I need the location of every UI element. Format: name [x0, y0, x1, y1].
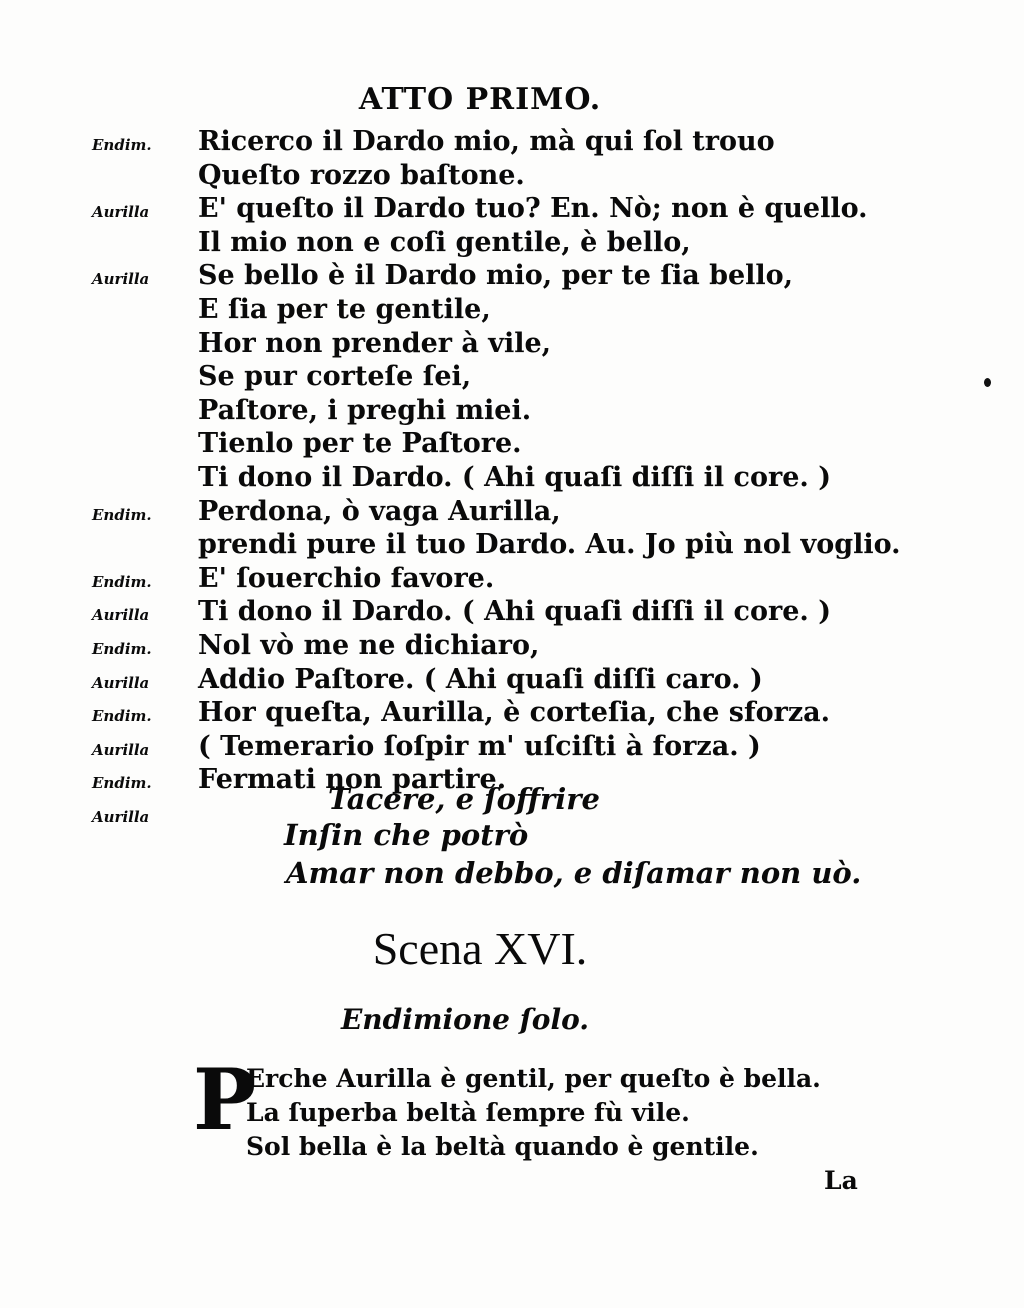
dialogue-line [0, 361, 960, 395]
aria-line: Amar non debbo, e diſamar non uò. [286, 856, 862, 890]
dialogue-line [0, 227, 960, 261]
scene-title: Scena XVI. [372, 923, 588, 974]
verse-text: Fermati non partire. [198, 764, 507, 796]
verse-text: E ſia per te gentile, [198, 294, 491, 325]
ink-speck [984, 378, 991, 387]
dialogue-line [0, 395, 960, 429]
dialogue-line [0, 328, 960, 362]
speaker-label: Endim. [92, 774, 152, 793]
monologue-line: Sol bella è la beltà quando è gentile. [246, 1132, 759, 1161]
verse-text: E' ſouerchio favore. [198, 562, 495, 594]
catchword: La [824, 1166, 858, 1195]
dialogue-line [0, 260, 960, 294]
monologue-line: La ſuperba beltà ſempre fù vile. [246, 1098, 690, 1127]
verse-text: Se bello è il Dardo mio, per te ſia bello, [198, 260, 794, 292]
speaker-label: Endim. [92, 707, 152, 726]
speaker-label: Aurilla [92, 606, 150, 625]
verse-text: Hor queſta, Aurilla, è corteſia, che sforza. [198, 697, 831, 729]
dialogue-line [0, 529, 960, 563]
verse-text: Tienlo per te Paſtore. [198, 428, 522, 460]
aria-line: Inſin che potrò [284, 818, 529, 852]
verse-text: Ti dono il Dardo. ( Ahi quaſi diſſi il core. ) [198, 596, 831, 628]
dialogue-line [0, 596, 960, 630]
speaker-label: Aurilla [92, 808, 150, 826]
verse-text: Ricerco il Dardo mio, mà qui ſol trouo [198, 126, 775, 157]
speaker-label: Aurilla [92, 673, 150, 692]
verse-text: prendi pure il tuo Dardo. Au. Jo più nol voglio. [198, 529, 901, 561]
verse-text: ( Temerario ſoſpir m' uſciſti à forza. ) [198, 730, 761, 762]
aria-line: Tacere, e ſoffrire [328, 782, 601, 816]
verse-text: Nol vò me ne dichiaro, [198, 630, 540, 661]
verse-text: Addio Paſtore. ( Ahi quaſi diſſi caro. ) [198, 663, 763, 695]
speaker-label: Endim. [92, 640, 152, 658]
verse-text: Hor non prender à vile, [198, 327, 552, 359]
dialogue-line [0, 126, 960, 160]
monologue-line: Erche Aurilla è gentil, per queſto è bella. [246, 1064, 821, 1093]
verse-text: Se pur corteſe ſei, [198, 361, 472, 393]
dialogue-line [0, 697, 960, 731]
verse-text: Paſtore, i preghi miei. [198, 394, 532, 426]
speaker-label: Endim. [92, 505, 152, 524]
verse-text: Il mio non e coſi gentile, è bello, [198, 226, 691, 258]
speaker-label: Endim. [92, 572, 152, 591]
dialogue-line [0, 664, 960, 698]
verse-text: Perdona, ò vaga Aurilla, [198, 495, 561, 527]
dialogue-line [0, 563, 960, 597]
dialogue-line [0, 294, 960, 328]
scene-subtitle: Endimione ſolo. [340, 1003, 590, 1036]
dialogue-line [0, 428, 960, 462]
verse-text: Ti dono il Dardo. ( Ahi quaſi diſſi il core. ) [198, 462, 831, 493]
dialogue-line [0, 193, 960, 227]
speaker-label: Aurilla [92, 740, 150, 759]
dialogue-line [0, 731, 960, 765]
dialogue-line [0, 496, 960, 530]
speaker-label: Aurilla [92, 203, 150, 222]
dialogue-line [0, 462, 960, 496]
speaker-label: Aurilla [92, 270, 150, 289]
running-head: ATTO PRIMO. [358, 82, 602, 117]
speaker-label: Endim. [92, 136, 152, 154]
verse-text: E' queſto il Dardo tuo? En. Nò; non è quello. [198, 193, 868, 225]
drop-capital: P [193, 1050, 257, 1149]
dialogue-line [0, 630, 960, 664]
dialogue-line [0, 160, 960, 194]
verse-text: Queſto rozzo baſtone. [198, 159, 525, 191]
